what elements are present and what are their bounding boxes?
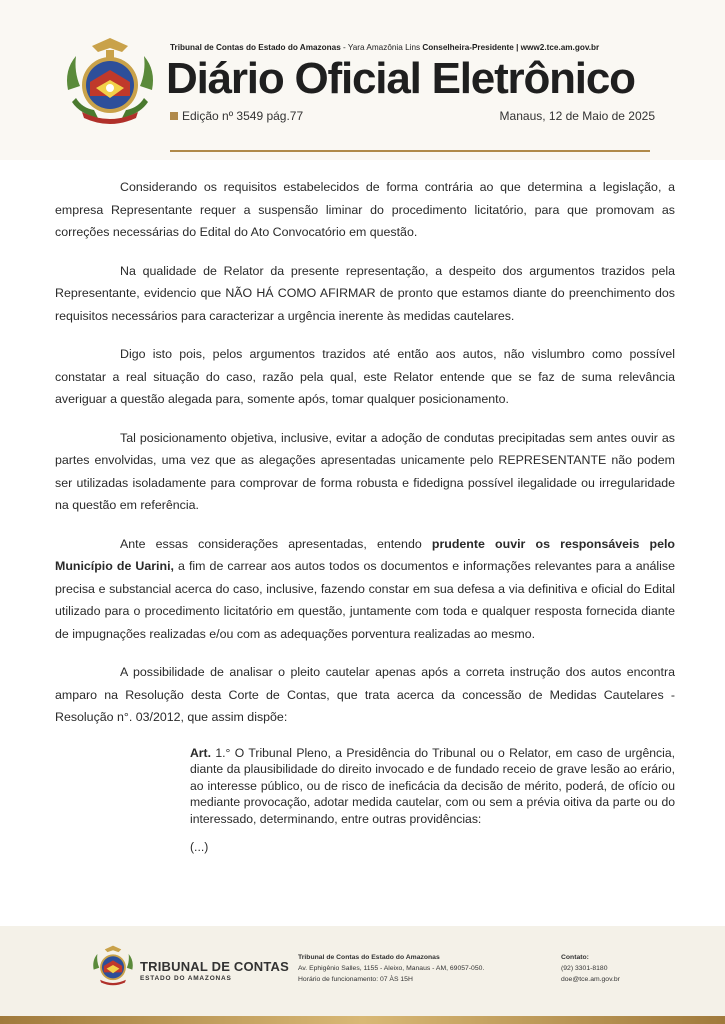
paragraph-2: Na qualidade de Relator da presente representação, a despeito dos argumentos trazidos pela Representante, evidencio que NÃO HÁ COMO AFIRMAR de pronto que estamos diante do preenchimento dos requisitos necessários para caracterizar a urgência inerente às medidas cautelares. xyxy=(55,263,675,323)
footer-address-title: Tribunal de Contas do Estado do Amazonas xyxy=(298,954,440,961)
page-title: Diário Oficial Eletrônico xyxy=(166,54,635,103)
header-org-line xyxy=(170,43,670,52)
footer-email[interactable]: doe@tce.am.gov.br xyxy=(561,976,620,983)
footer-address xyxy=(298,952,484,985)
footer-contact xyxy=(561,952,620,985)
header-president-name: - Yara Amazônia Lins xyxy=(340,43,423,52)
footer-gold-bar xyxy=(0,1016,725,1024)
edition-info xyxy=(170,109,303,123)
footer-org xyxy=(140,959,289,982)
paragraph-5-emphasis: prudente ouvir os responsáveis pelo Município de Uarini, xyxy=(55,536,675,573)
paragraph-4: Tal posicionamento objetiva, inclusive, evitar a adoção de condutas precipitadas sem antes ouvir as partes envolvidas, uma vez que as alegações apresentadas unicamente pelo REPRESENTANTE não podem ser utilizadas isoladamente para comprovar de forma robusta e fidedigna possível ilegalidade ou irregularidade na questão em referência. xyxy=(55,430,675,512)
quote-article-text: 1.° O Tribunal Pleno, a Presidência do Tribunal ou o Relator, em caso de urgência, diante da plausibilidade do direito invocado e de fundado receio de grave lesão ao erário, ao interesse público, ou de risco de ineficácia da decisão de mérito, poderá, de ofício ou mediante provocação, adotar medida cautelar, com ou sem a prévia oitiva da parte ou do interessado, determinando, entre outras providências: xyxy=(190,745,675,826)
header-divider xyxy=(170,150,650,152)
footer-contact-title: Contato: xyxy=(561,954,589,961)
paragraph-3: Digo isto pois, pelos argumentos trazidos até então aos autos, não vislumbro como possível constatar a real situação do caso, razão pela qual, este Relator entende que se faz de suma relevância averiguar a questão alegada para, somente após, tomar qualquer posicionamento. xyxy=(55,347,675,406)
paragraph-5-start: Ante essas considerações apresentadas, entendo xyxy=(120,536,432,551)
paragraph-5-end: a fim de carrear aos autos todos os documentos e informações relevantes para a análise precisa e substancial acerca do caso, inclusive, fazendo constar em sua defesa a via definitiva e oficial do Edital utilizado para o procedimento licitatório em questão, juntamente com toda e qualquer resposta fornecida diante de impugnações realizadas e/ou com as adequações porventura realizadas ao mesmo. xyxy=(55,559,676,641)
paragraph-5 xyxy=(55,533,675,646)
square-bullet-icon xyxy=(170,112,178,120)
footer-org-state: ESTADO DO AMAZONAS xyxy=(140,975,232,982)
legal-quote xyxy=(190,745,675,856)
issue-date: Manaus, 12 de Maio de 2025 xyxy=(499,109,655,123)
tce-am-seal-small-icon xyxy=(90,942,136,988)
header-org-name: Tribunal de Contas do Estado do Amazonas xyxy=(170,43,341,52)
footer-address-line: Av. Ephigênio Salles, 1155 - Aleixo, Manaus - AM, 69057-050. xyxy=(298,965,485,972)
document-body xyxy=(55,176,675,868)
header-president-label: Conselheira-Presidente xyxy=(422,43,514,52)
footer-org-name: TRIBUNAL DE CONTAS xyxy=(140,959,290,974)
paragraph-6: A possibilidade de analisar o pleito cautelar apenas após a correta instrução dos autos encontra amparo na Resolução desta Corte de Contas, que trata acerca da concessão de Medidas Cautelares - Resolução n°. 03/2012, que assim dispõe: xyxy=(55,665,675,724)
tce-am-seal-icon xyxy=(60,30,160,130)
footer-hours: Horário de funcionamento: 07 ÀS 15H xyxy=(298,976,413,983)
footer-phone: (92) 3301-8180 xyxy=(561,965,608,972)
quote-article xyxy=(190,745,675,828)
quote-article-label: Art. xyxy=(190,745,211,760)
header-website: | www2.tce.am.gov.br xyxy=(513,43,600,52)
paragraph-1: Considerando os requisitos estabelecidos de forma contrária ao que determina a legislação, a empresa Representante requer a suspensão liminar do procedimento licitatório, para que promovam as correções necessárias do Edital do Ato Convocatório em questão. xyxy=(55,180,675,239)
edition-text: Edição nº 3549 pág.77 xyxy=(182,109,304,123)
quote-ellipsis: (...) xyxy=(190,840,209,854)
page-header xyxy=(0,0,725,160)
page-footer xyxy=(0,926,725,1024)
